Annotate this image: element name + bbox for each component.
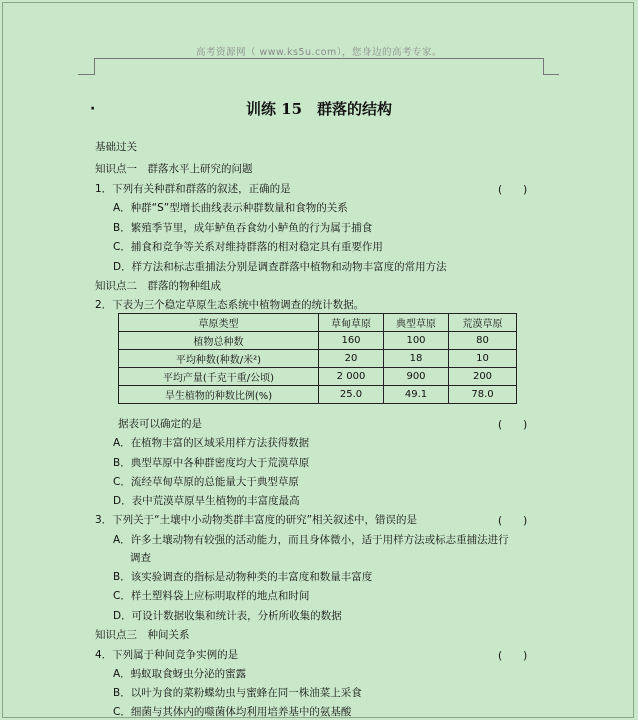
q2-stem: 2．下表为三个稳定草原生态系统中植物调查的统计数据。 (95, 299, 365, 311)
q4-option-b: B．以叶为食的菜粉蝶幼虫与蜜蜂在同一株油菜上采食 (113, 687, 362, 699)
table-row (119, 350, 517, 368)
margin-tick-right (543, 74, 559, 75)
table-cell: 植物总种数 (119, 332, 319, 350)
q4-option-c: C．细菌与其体内的噬菌体均利用培养基中的氨基酸 (113, 706, 352, 718)
table-row (119, 368, 517, 386)
margin-corner-left (80, 58, 95, 75)
table-cell: 旱生植物的种数比例(%) (119, 386, 319, 404)
table-header-cell: 草原类型 (119, 314, 319, 332)
q1-stem: 1．下列有关种群和群落的叙述，正确的是 (95, 183, 291, 195)
section-kp1: 知识点一 群落水平上研究的问题 (95, 163, 253, 175)
q2-followup: 据表可以确定的是 (118, 418, 202, 430)
table-cell: 160 (319, 332, 384, 350)
q1-option-a: A．种群“S”型增长曲线表示种群数量和食物的关系 (113, 202, 348, 214)
table-cell: 900 (384, 368, 449, 386)
q3-stem: 3．下列关于“土壤中小动物类群丰富度的研究”相关叙述中，错误的是 (95, 514, 418, 526)
table-row (119, 386, 517, 404)
table-header-cell: 草甸草原 (319, 314, 384, 332)
table-cell: 2 000 (319, 368, 384, 386)
q4-answer-bracket: ( ) (498, 650, 528, 662)
q1-option-b: B．繁殖季节里，成年鲈鱼吞食幼小鲈鱼的行为属于捕食 (113, 222, 373, 234)
q3-option-a-continued: 调查 (130, 552, 151, 564)
margin-corner-right (543, 58, 558, 75)
table-cell: 80 (449, 332, 517, 350)
q2-option-c: C．流经草甸草原的总能量大于典型草原 (113, 476, 299, 488)
section-kp3: 知识点三 种间关系 (95, 629, 190, 641)
page-title: 训练 15 群落的结构 (245, 100, 393, 118)
q4-option-a: A．蚂蚁取食蚜虫分泌的蜜露 (113, 668, 247, 680)
table-header-row (119, 314, 517, 332)
table-cell: 49.1 (384, 386, 449, 404)
table-header-cell: 典型草原 (384, 314, 449, 332)
q3-option-a: A．许多土壤动物有较强的活动能力，而且身体微小，适于用样方法或标志重捕法进行 (113, 534, 509, 546)
q3-option-c: C．样土塑料袋上应标明取样的地点和时间 (113, 590, 310, 602)
q3-option-b: B．该实验调查的指标是动物种类的丰富度和数量丰富度 (113, 571, 373, 583)
q1-option-d: D．样方法和标志重捕法分别是调查群落中植物和动物丰富度的常用方法 (113, 261, 447, 273)
table-cell: 78.0 (449, 386, 517, 404)
table-cell: 18 (384, 350, 449, 368)
q4-stem: 4．下列属于种间竞争实例的是 (95, 649, 239, 661)
table-row (119, 332, 517, 350)
q3-option-d: D．可设计数据收集和统计表，分析所收集的数据 (113, 610, 342, 622)
table-header-cell: 荒漠草原 (449, 314, 517, 332)
margin-tick-left (78, 74, 94, 75)
page-header-source: 高考资源网（ www.ks5u.com），您身边的高考专家。 (195, 47, 443, 58)
section-kp2: 知识点二 群落的物种组成 (95, 280, 221, 292)
q2-option-a: A．在植物丰富的区域采用样方法获得数据 (113, 437, 310, 449)
paragraph-dot: · (90, 101, 96, 117)
section-basic: 基础过关 (95, 141, 137, 153)
q2-option-d: D．表中荒漠草原旱生植物的丰富度最高 (113, 495, 300, 507)
q2-data-table (118, 313, 517, 404)
table-cell: 100 (384, 332, 449, 350)
header-rule (95, 58, 543, 59)
table-cell: 平均种数(种数/米²) (119, 350, 319, 368)
q1-answer-bracket: ( ) (498, 184, 528, 196)
q3-answer-bracket: ( ) (498, 515, 528, 527)
table-cell: 平均产量(千克干重/公顷) (119, 368, 319, 386)
table-cell: 25.0 (319, 386, 384, 404)
table-cell: 10 (449, 350, 517, 368)
table-cell: 200 (449, 368, 517, 386)
q1-option-c: C．捕食和竞争等关系对维持群落的相对稳定具有重要作用 (113, 241, 383, 253)
q2-option-b: B．典型草原中各种群密度均大于荒漠草原 (113, 457, 310, 469)
table-cell: 20 (319, 350, 384, 368)
q2-answer-bracket: ( ) (498, 419, 528, 431)
